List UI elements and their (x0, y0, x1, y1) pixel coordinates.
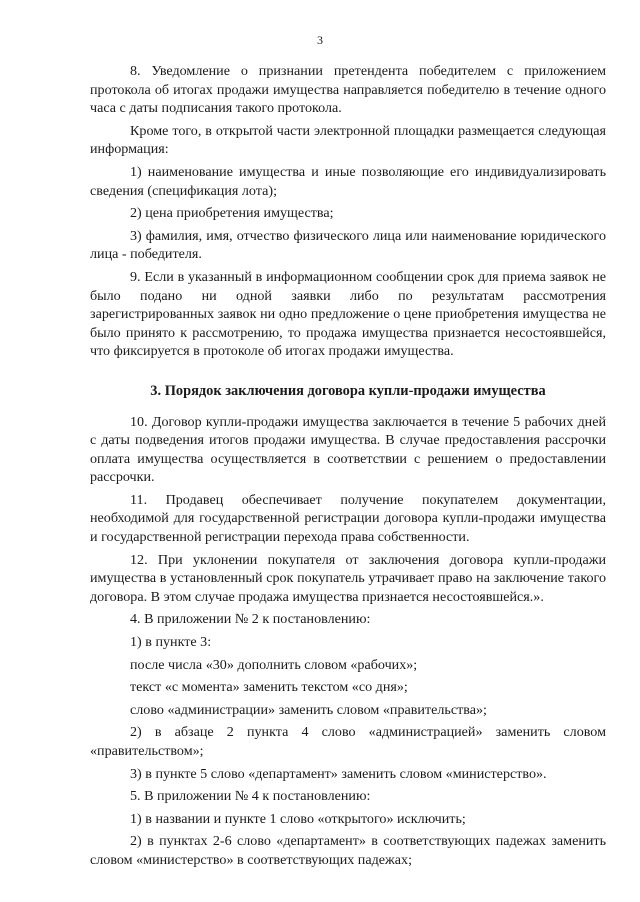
amendment-5-item-2: 2) в пунктах 2-6 слово «департамент» в соответствующих падежах заменить словом «министерство» в соответствующих падежах; (90, 833, 606, 868)
document-body (90, 62, 606, 870)
list-item-3: 3) фамилия, имя, отчество физического лица или наименование юридического лица - победителя. (90, 227, 606, 263)
amendment-4-item-2: 2) в абзаце 2 пункта 4 слово «администрацией» заменить словом «правительством»; (90, 724, 606, 759)
paragraph-11: 11. Продавец обеспечивает получение покупателем документации, необходимой для государственной регистрации договора купли-продажи имущества и государственной регистрации перехода права собственности. (90, 491, 606, 546)
amendment-4-item-3: 3) в пункте 5 слово «департамент» заменить словом «министерство». (130, 765, 547, 782)
list-item-1: 1) наименование имущества и иные позволяющие его индивидуализировать сведения (спецификация лота); (90, 163, 606, 199)
amendment-5-item-1: 1) в названии и пункте 1 слово «открытого» исключить; (130, 810, 466, 827)
amendment-4-item-1b: текст «с момента» заменить текстом «со дня»; (130, 679, 408, 696)
paragraph-12: 12. При уклонении покупателя от заключения договора купли-продажи имущества в установленный срок покупатель утрачивает право на заключение такого договора. В этом случае продажа имущества признается несостоявшейся.». (90, 551, 606, 605)
paragraph-10: 10. Договор купли-продажи имущества заключается в течение 5 рабочих дней с даты подведения итогов продажи имущества. В случае предоставления рассрочки оплата имущества осуществляется в соответствии с решением о предоставлении рассрочки. (90, 413, 606, 486)
paragraph-additionally: Кроме того, в открытой части электронной площадки размещается следующая информация: (90, 122, 606, 158)
amendment-5: 5. В приложении № 4 к постановлению: (130, 788, 371, 805)
paragraph-9: 9. Если в указанный в информационном сообщении срок для приема заявок не было подано ни одной заявки либо по результатам рассмотрения зарегистрированных заявок ни одно предложение о цене приобретения имущества не было принято к рассмотрению, то продажа имущества признается несостоявшейся, что фиксируется в протоколе об итогах продажи имущества. (90, 268, 606, 360)
amendment-4-item-1: 1) в пункте 3: (130, 634, 212, 651)
page-number: 3 (317, 33, 323, 47)
section-heading: 3. Порядок заключения договора купли-продажи имущества (150, 382, 546, 399)
paragraph-8: 8. Уведомление о признании претендента победителем с приложением протокола об итогах продажи имущества направляется победителю в течение одного часа с даты подписания такого протокола. (90, 63, 606, 117)
amendment-4-item-1a: после числа «30» дополнить словом «рабочих»; (130, 656, 418, 673)
amendment-4: 4. В приложении № 2 к постановлению: (130, 611, 371, 628)
list-item-2: 2) цена приобретения имущества; (130, 205, 334, 222)
amendment-4-item-1c: слово «администрации» заменить словом «правительства»; (130, 701, 487, 718)
